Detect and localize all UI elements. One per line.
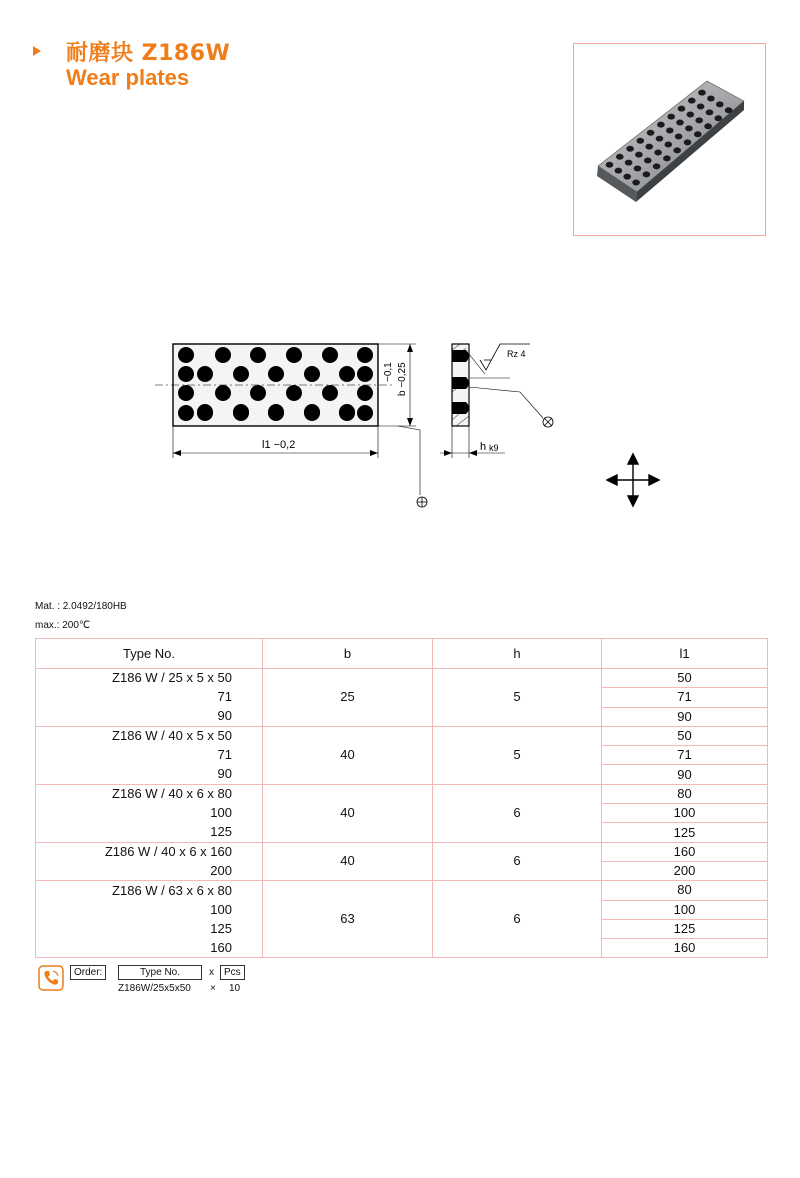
dim-h-tol: k9 bbox=[489, 443, 499, 453]
hole-mark bbox=[233, 366, 249, 382]
photo-hole bbox=[654, 150, 662, 156]
hole-mark bbox=[286, 347, 302, 363]
hole-mark bbox=[178, 405, 194, 421]
photo-hole bbox=[647, 130, 655, 136]
hole-mark bbox=[233, 404, 249, 420]
l1-cell: 71 bbox=[602, 746, 768, 765]
l1-cell: 50 bbox=[602, 669, 768, 688]
type-cell: 71 bbox=[36, 746, 263, 765]
l1-cell: 160 bbox=[602, 939, 768, 958]
wear-plate-image bbox=[574, 44, 765, 235]
l1-cell: 90 bbox=[602, 765, 768, 784]
type-cell: 200 bbox=[36, 861, 263, 880]
hole-mark bbox=[197, 404, 213, 420]
hole-mark bbox=[339, 366, 355, 382]
header-b: b bbox=[263, 639, 433, 669]
photo-hole bbox=[666, 128, 674, 134]
order-pcs: Pcs bbox=[220, 965, 245, 980]
photo-hole bbox=[673, 147, 681, 153]
photo-hole bbox=[698, 90, 706, 96]
hole-mark bbox=[357, 347, 373, 363]
photo-hole bbox=[645, 144, 653, 150]
photo-hole bbox=[616, 154, 624, 160]
photo-hole bbox=[725, 107, 733, 113]
hole-mark bbox=[178, 385, 194, 401]
photo-hole bbox=[606, 162, 614, 168]
page-title-cn: 耐磨块 Z186W bbox=[66, 41, 231, 66]
hole-mark bbox=[178, 366, 194, 382]
type-cell: Z186 W / 25 x 5 x 50 bbox=[36, 669, 263, 688]
hole-mark bbox=[268, 404, 284, 420]
hole-mark bbox=[304, 366, 320, 382]
photo-hole bbox=[697, 104, 705, 110]
photo-hole bbox=[687, 112, 695, 118]
type-cell: 90 bbox=[36, 707, 263, 726]
table-row bbox=[36, 669, 768, 688]
photo-hole bbox=[656, 136, 664, 142]
type-cell: 71 bbox=[36, 688, 263, 707]
photo-hole bbox=[623, 174, 631, 180]
photo-hole bbox=[667, 114, 675, 120]
photo-hole bbox=[632, 180, 640, 186]
material-label: Mat. : 2.0492/180HB bbox=[35, 601, 127, 612]
order-type-no: Type No. bbox=[118, 965, 202, 980]
hole-mark bbox=[250, 347, 266, 363]
table-row bbox=[36, 784, 768, 803]
type-cell: 125 bbox=[36, 823, 263, 842]
dim-l1: l1 −0,2 bbox=[262, 439, 296, 451]
l1-cell: 100 bbox=[602, 900, 768, 919]
table-row bbox=[36, 842, 768, 861]
tol-b-1: −0,1 bbox=[383, 362, 394, 382]
l1-cell: 80 bbox=[602, 784, 768, 803]
l1-cell: 100 bbox=[602, 804, 768, 823]
l1-cell: 200 bbox=[602, 861, 768, 880]
photo-hole bbox=[685, 125, 693, 131]
header-type: Type No. bbox=[36, 639, 263, 669]
photo-hole bbox=[675, 134, 683, 140]
roughness-label: Rz 4 bbox=[507, 349, 526, 359]
b-cell: 40 bbox=[263, 784, 433, 842]
photo-hole bbox=[637, 138, 645, 144]
type-cell: 90 bbox=[36, 765, 263, 784]
photo-hole bbox=[635, 152, 643, 158]
order-example-qty: 10 bbox=[229, 983, 241, 994]
phone-order-icon bbox=[38, 965, 64, 991]
photo-hole bbox=[663, 155, 671, 161]
dim-h: h bbox=[480, 441, 487, 453]
l1-cell: 160 bbox=[602, 842, 768, 861]
hole-mark bbox=[215, 347, 231, 363]
hole-mark bbox=[357, 385, 373, 401]
l1-cell: 125 bbox=[602, 823, 768, 842]
b-cell: 63 bbox=[263, 881, 433, 958]
hole-mark bbox=[197, 366, 213, 382]
type-cell: Z186 W / 40 x 6 x 160 bbox=[36, 842, 263, 861]
photo-hole bbox=[707, 96, 715, 102]
photo-hole bbox=[716, 101, 724, 107]
type-cell: Z186 W / 63 x 6 x 80 bbox=[36, 881, 263, 900]
order-times: x bbox=[209, 967, 214, 978]
photo-hole bbox=[643, 171, 651, 177]
hole-mark bbox=[215, 385, 231, 401]
b-cell: 40 bbox=[263, 726, 433, 784]
hole-mark bbox=[286, 385, 302, 401]
photo-hole bbox=[704, 123, 712, 129]
product-photo bbox=[573, 43, 766, 236]
technical-drawing bbox=[0, 330, 800, 520]
page-title-en: Wear plates bbox=[66, 65, 190, 90]
h-cell: 5 bbox=[433, 669, 602, 727]
hole-mark bbox=[322, 347, 338, 363]
photo-hole bbox=[715, 115, 723, 121]
header-l1: l1 bbox=[602, 639, 768, 669]
photo-hole bbox=[653, 163, 661, 169]
order-info bbox=[38, 965, 338, 1005]
photo-hole bbox=[676, 120, 684, 126]
type-cell: 100 bbox=[36, 900, 263, 919]
h-cell: 6 bbox=[433, 784, 602, 842]
type-cell: Z186 W / 40 x 6 x 80 bbox=[36, 784, 263, 803]
photo-hole bbox=[706, 109, 714, 115]
h-cell: 6 bbox=[433, 881, 602, 958]
hole-mark bbox=[357, 405, 373, 421]
photo-hole bbox=[634, 166, 642, 172]
l1-cell: 50 bbox=[602, 726, 768, 745]
type-cell: 160 bbox=[36, 939, 263, 958]
l1-cell: 90 bbox=[602, 707, 768, 726]
photo-hole bbox=[695, 117, 703, 123]
type-cell: 100 bbox=[36, 804, 263, 823]
h-cell: 6 bbox=[433, 842, 602, 881]
hole-mark bbox=[268, 366, 284, 382]
table-row bbox=[36, 881, 768, 900]
direction-arrows-icon bbox=[607, 454, 659, 506]
hole-mark bbox=[339, 404, 355, 420]
photo-hole bbox=[657, 122, 665, 128]
title-arrow-icon bbox=[33, 46, 41, 56]
max-temp-label: max.: 200℃ bbox=[35, 620, 91, 631]
hole-mark bbox=[178, 347, 194, 363]
table-row bbox=[36, 726, 768, 745]
photo-hole bbox=[626, 146, 634, 152]
spec-table bbox=[35, 638, 768, 958]
photo-hole bbox=[688, 98, 696, 104]
l1-cell: 71 bbox=[602, 688, 768, 707]
b-cell: 40 bbox=[263, 842, 433, 881]
photo-hole bbox=[678, 106, 686, 112]
l1-cell: 80 bbox=[602, 881, 768, 900]
hole-mark bbox=[357, 366, 373, 382]
photo-hole bbox=[644, 158, 652, 164]
b-cell: 25 bbox=[263, 669, 433, 727]
hole-mark bbox=[250, 385, 266, 401]
photo-hole bbox=[615, 168, 623, 174]
order-example-times: × bbox=[210, 983, 216, 994]
photo-hole bbox=[694, 131, 702, 137]
tol-b-2: b −0,25 bbox=[397, 362, 408, 396]
order-example: Z186W/25x5x50 bbox=[118, 983, 191, 994]
l1-cell: 125 bbox=[602, 919, 768, 938]
h-cell: 5 bbox=[433, 726, 602, 784]
photo-hole bbox=[665, 142, 673, 148]
header-h: h bbox=[433, 639, 602, 669]
hole-mark bbox=[304, 404, 320, 420]
hole-mark bbox=[322, 385, 338, 401]
photo-hole bbox=[684, 139, 692, 145]
photo-hole bbox=[625, 160, 633, 166]
type-cell: 125 bbox=[36, 919, 263, 938]
type-cell: Z186 W / 40 x 5 x 50 bbox=[36, 726, 263, 745]
order-label: Order: bbox=[70, 965, 106, 980]
